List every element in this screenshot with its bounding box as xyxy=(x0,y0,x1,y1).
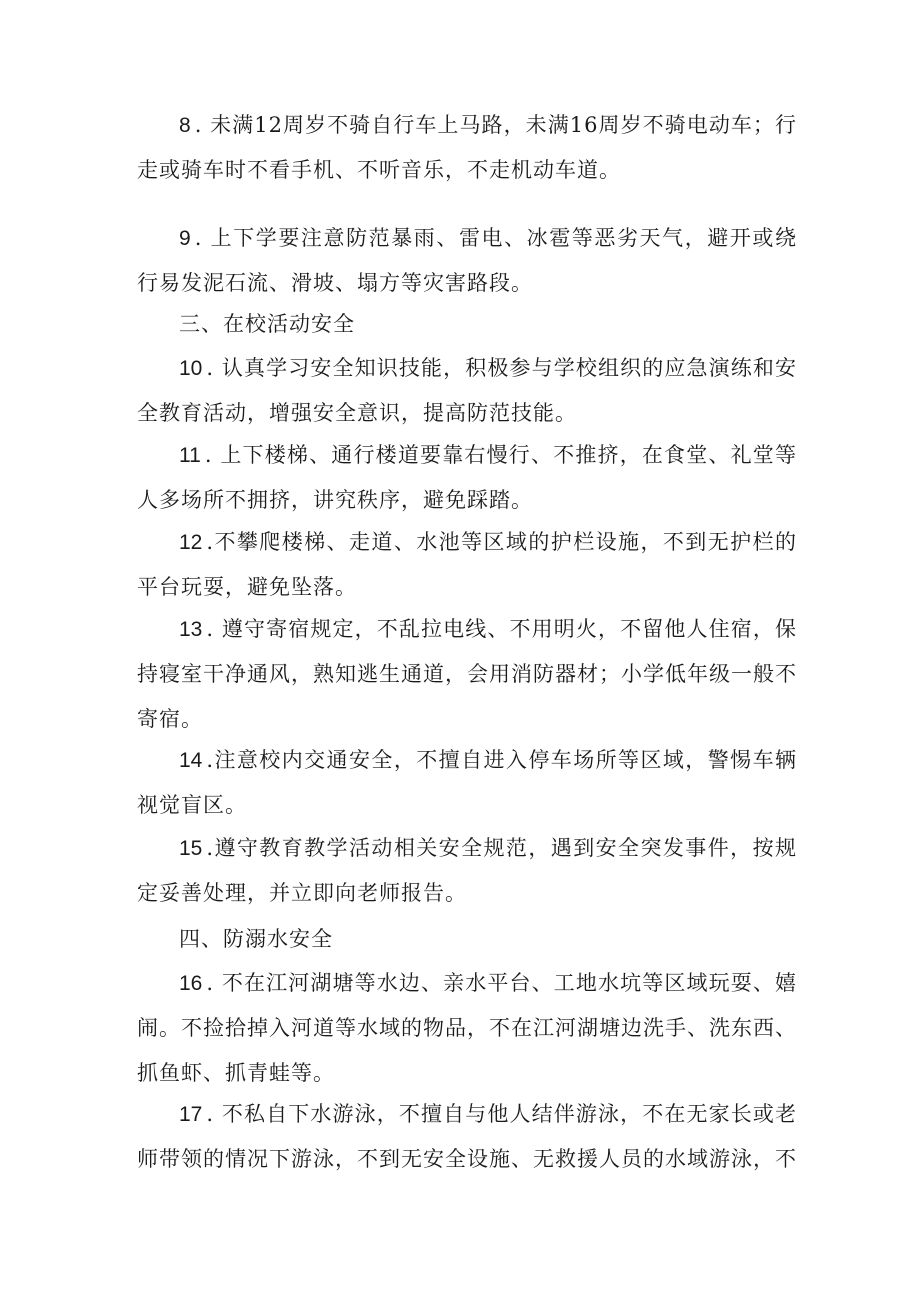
item-14 xyxy=(137,738,797,828)
item-text: . 不私自下水游泳，不擅自与他人结伴游泳，不在无家长或老师带领的情况下游泳，不到无安全设施、无救援人员的水域游泳，不 xyxy=(137,1102,797,1171)
item-10 xyxy=(137,346,797,436)
item-number: 13 xyxy=(179,618,203,641)
item-text: . 未满12周岁不骑自行车上马路，未满16周岁不骑电动车；行走或骑车时不看手机、不听音乐，不走机动车道。 xyxy=(137,113,797,182)
item-number: 12 xyxy=(179,531,203,554)
item-number: 14 xyxy=(179,749,203,772)
item-13 xyxy=(137,607,797,742)
item-text: . 遵守寄宿规定，不乱拉电线、不用明火，不留他人住宿，保持寝室干净通风，熟知逃生通道，会用消防器材；小学低年级一般不寄宿。 xyxy=(137,617,797,731)
item-number: 9 xyxy=(179,227,191,250)
item-text: . 上下楼梯、通行楼道要靠右慢行、不推挤，在食堂、礼堂等人多场所不拥挤，讲究秩序，避免踩踏。 xyxy=(137,443,797,512)
item-text: .遵守教育教学活动相关安全规范，遇到安全突发事件，按规定妥善处理，并立即向老师报告。 xyxy=(137,836,797,905)
item-text: .注意校内交通安全，不擅自进入停车场所等区域，警惕车辆视觉盲区。 xyxy=(137,748,797,817)
item-number: 11 xyxy=(179,444,201,467)
section-heading-4: 四、防溺水安全 xyxy=(179,927,333,951)
item-text: . 上下学要注意防范暴雨、雷电、冰雹等恶劣天气，避开或绕行易发泥石流、滑坡、塌方等灾害路段。 xyxy=(137,226,797,295)
item-11 xyxy=(137,433,797,523)
item-number: 10 xyxy=(179,357,203,380)
item-16 xyxy=(137,961,797,1096)
item-text: . 认真学习安全知识技能，积极参与学校组织的应急演练和安全教育活动，增强安全意识，提高防范技能。 xyxy=(137,356,797,425)
item-number: 17 xyxy=(179,1103,203,1126)
item-text: .不攀爬楼梯、走道、水池等区域的护栏设施，不到无护栏的平台玩耍，避免坠落。 xyxy=(137,530,797,599)
item-9 xyxy=(137,216,797,306)
item-12 xyxy=(137,520,797,610)
item-number: 15 xyxy=(179,837,203,860)
section-heading-3: 三、在校活动安全 xyxy=(179,312,355,336)
item-number: 16 xyxy=(179,972,203,995)
item-8 xyxy=(137,103,797,193)
item-15 xyxy=(137,826,797,916)
item-17 xyxy=(137,1092,797,1182)
item-text: . 不在江河湖塘等水边、亲水平台、工地水坑等区域玩耍、嬉闹。不捡拾掉入河道等水域的物品，不在江河湖塘边洗手、洗东西、抓鱼虾、抓青蛙等。 xyxy=(137,971,797,1085)
item-number: 8 xyxy=(179,114,191,137)
